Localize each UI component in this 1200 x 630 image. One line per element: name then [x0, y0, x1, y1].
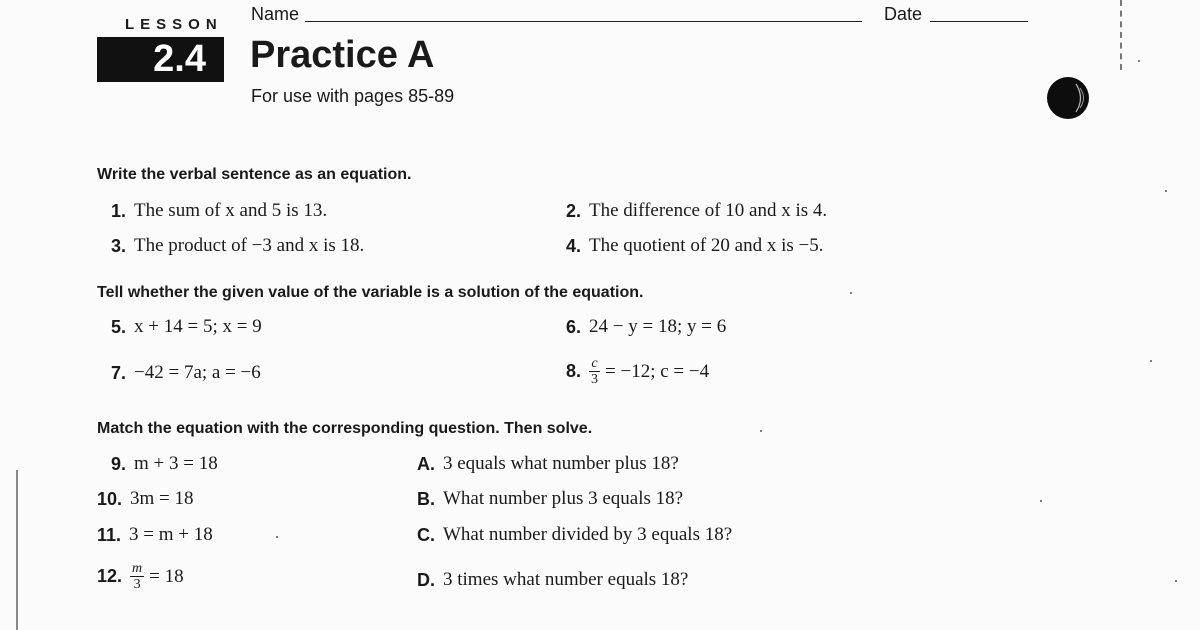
problem-6: [566, 316, 726, 338]
choice-text: What number divided by 3 equals 18?: [443, 524, 733, 545]
lesson-label: LESSON: [125, 16, 223, 33]
problem-1: [111, 200, 327, 222]
fraction-numerator: c: [591, 356, 598, 371]
problem-text: The sum of x and 5 is 13.: [134, 200, 328, 221]
problem-number: 8.: [566, 361, 582, 381]
choice-text: 3 equals what number plus 18?: [443, 453, 679, 474]
problem-text: 24 − y = 18; y = 6: [589, 316, 727, 337]
choice-a: [417, 453, 679, 475]
problem-text: The quotient of 20 and x is −5.: [589, 235, 824, 256]
section-heading-2: Tell whether the given value of the variable is a solution of the equation.: [97, 284, 644, 301]
scan-speck: [760, 430, 762, 432]
fraction-numerator: m: [132, 561, 143, 576]
choice-letter: D.: [417, 569, 435, 590]
scan-speck: [1138, 60, 1140, 62]
problem-8: [566, 356, 709, 387]
problem-text: 3 = m + 18: [129, 524, 213, 545]
hole-punch-icon: [1046, 76, 1090, 120]
problem-text: x + 14 = 5; x = 9: [134, 316, 262, 337]
page-subtitle: For use with pages 85-89: [251, 86, 455, 106]
problem-number: 1.: [111, 200, 127, 221]
choice-text: 3 times what number equals 18?: [443, 569, 689, 590]
problem-number: 9.: [111, 453, 127, 474]
problem-3: [111, 235, 364, 257]
fraction-denominator: 3: [133, 577, 141, 592]
choice-d: [417, 569, 688, 591]
problem-number: 12.: [97, 566, 123, 586]
name-field-line[interactable]: [305, 21, 862, 22]
problem-text: −42 = 7a; a = −6: [134, 362, 261, 383]
choice-c: [417, 524, 732, 546]
fraction: [130, 561, 144, 592]
choice-b: [417, 488, 683, 510]
scan-edge-line: [16, 470, 18, 630]
lesson-number-badge: 2.4: [97, 37, 224, 82]
problem-text: = −12; c = −4: [605, 360, 710, 382]
page-title: Practice A: [250, 34, 435, 76]
choice-text: What number plus 3 equals 18?: [443, 488, 684, 509]
date-label: Date: [884, 4, 923, 24]
problem-2: [566, 200, 827, 222]
margin-dash-line: [1120, 0, 1122, 70]
problem-number: 6.: [566, 316, 582, 337]
problem-text: = 18: [149, 565, 184, 587]
problem-4: [566, 235, 823, 257]
scan-speck: [1165, 190, 1167, 192]
choice-letter: B.: [417, 488, 435, 509]
problem-text: 3m = 18: [130, 488, 194, 509]
scan-speck: [276, 536, 278, 538]
scan-speck: [1175, 580, 1177, 582]
problem-number: 2.: [566, 200, 582, 221]
problem-number: 7.: [111, 362, 127, 383]
problem-number: 4.: [566, 235, 582, 256]
section-heading-1: Write the verbal sentence as an equation.: [97, 166, 412, 183]
fraction-denominator: 3: [591, 372, 599, 387]
scan-speck: [1150, 360, 1152, 362]
problem-number: 5.: [111, 316, 127, 337]
problem-11: [97, 524, 213, 546]
fraction: [589, 356, 600, 387]
problem-12: [97, 561, 184, 592]
problem-text: The difference of 10 and x is 4.: [589, 200, 828, 221]
problem-number: 11.: [97, 524, 122, 545]
scan-speck: [1040, 500, 1042, 502]
choice-letter: A.: [417, 453, 435, 474]
problem-number: 3.: [111, 235, 127, 256]
problem-5: [111, 316, 262, 338]
problem-number: 10.: [97, 488, 123, 509]
name-label: Name: [251, 4, 300, 24]
date-field-line[interactable]: [930, 21, 1028, 22]
problem-9: [111, 453, 218, 475]
problem-7: [111, 362, 261, 384]
choice-letter: C.: [417, 524, 435, 545]
scan-speck: [850, 292, 852, 294]
section-heading-3: Match the equation with the corresponding question. Then solve.: [97, 420, 593, 437]
problem-text: m + 3 = 18: [134, 453, 218, 474]
problem-text: The product of −3 and x is 18.: [134, 235, 365, 256]
problem-10: [97, 488, 194, 510]
